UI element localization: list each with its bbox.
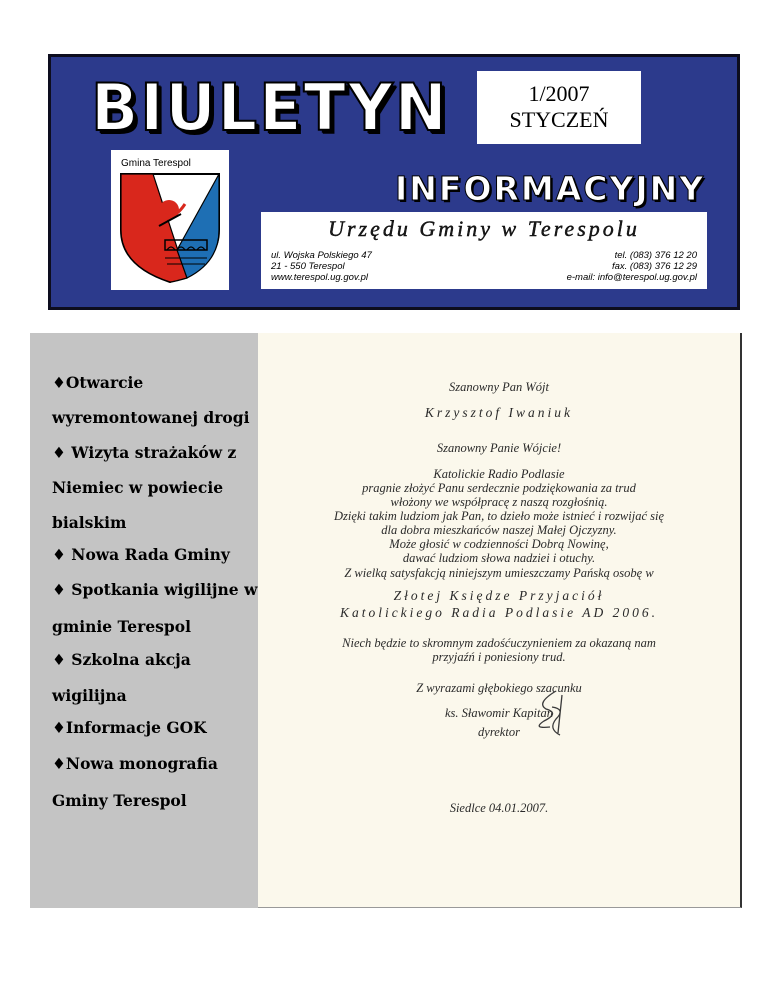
coat-of-arms [111,150,229,290]
address-tel: tel. (083) 376 12 20 [614,250,697,261]
letter-body-line: pragnie złożyć Panu serdecznie podziękowania za trud [362,481,636,495]
thank-you-letter [258,333,742,908]
address-box [261,212,707,289]
contents-item: bialskim [52,513,127,532]
masthead [48,54,740,310]
contents-item: ♦ Szkolna akcja [52,650,191,669]
letter-body-line: dawać ludziom słowa nadziei i otuchy. [402,551,596,565]
letter-thanks-line: przyjaźń i poniesiony trud. [432,650,566,664]
letter-body-line: włożony we współpracę z naszą rozgłośnią. [390,495,608,509]
letter-award-intro: Z wielką satysfakcją niniejszym umieszczamy Pańską osobę w [344,566,654,580]
letter-award-line: Katolickiego Radia Podlasie AD 2006. [339,605,659,620]
contents-item: ♦ Wizyta strażaków z [52,443,237,462]
address-right [567,250,697,283]
letter-award-line: Złotej Księdze Przyjaciół [393,588,605,603]
contents-item: ♦Otwarcie [52,373,144,392]
contents-item: ♦ Nowa Rada Gminy [52,545,230,564]
letter-recipient: Krzysztof Iwaniuk [424,405,574,420]
address-city: 21 - 550 Terespol [271,261,345,272]
contents-item: gminie Terespol [52,617,191,636]
office-name: Urzędu Gminy w Terespolu [328,216,640,241]
letter-salutation: Szanowny Panie Wójcie! [436,441,562,455]
contents-item: Gminy Terespol [52,791,187,810]
coat-label: Gmina Terespol [121,158,191,169]
address-left [271,250,372,283]
contents-item: ♦Nowa monografia [52,754,218,773]
terespol-shield-icon [115,170,225,286]
masthead-title: BIULETYN [91,69,449,146]
contents-item: ♦Informacje GOK [52,718,207,737]
letter-closing: Z wyrazami głębokiego szacunku [416,681,582,695]
issue-month: STYCZEŃ [509,107,609,132]
address-fax: fax. (083) 376 12 29 [611,261,697,272]
masthead-subtitle: INFORMACYJNY [395,169,706,208]
contents-sidebar [30,333,258,908]
letter-thanks-line: Niech będzie to skromnym zadośćuczynieniem za okazaną nam [342,636,656,650]
contents-item: wyremontowanej drogi [52,408,250,427]
address-web: www.terespol.ug.gov.pl [271,272,368,283]
letter-signer: ks. Sławomir Kapitan [445,706,553,720]
issue-number: 1/2007 [528,81,590,106]
letter-signer-title: dyrektor [478,725,520,739]
letter-body-line: dla dobra mieszkańców naszej Małej Ojczyzny. [381,523,617,537]
address-street: ul. Wojska Polskiego 47 [271,250,372,261]
letter-place-date: Siedlce 04.01.2007. [449,801,549,815]
letter-body-line: Może głosić w codzienności Dobrą Nowinę, [389,537,609,551]
letter-salutation-top: Szanowny Pan Wójt [449,380,549,394]
issue-box [477,71,641,144]
contents-item: Niemiec w powiecie [52,478,224,497]
letter-body-line: Katolickie Radio Podlasie [433,467,565,481]
contents-item: wigilijna [52,686,127,705]
address-email: e-mail: info@terespol.ug.gov.pl [566,272,697,283]
letter-body-line: Dzięki takim ludziom jak Pan, to dzieło może istnieć i rozwijać się [333,509,665,523]
signature-icon [526,689,576,739]
contents-item: ♦ Spotkania wigilijne w [52,580,258,599]
